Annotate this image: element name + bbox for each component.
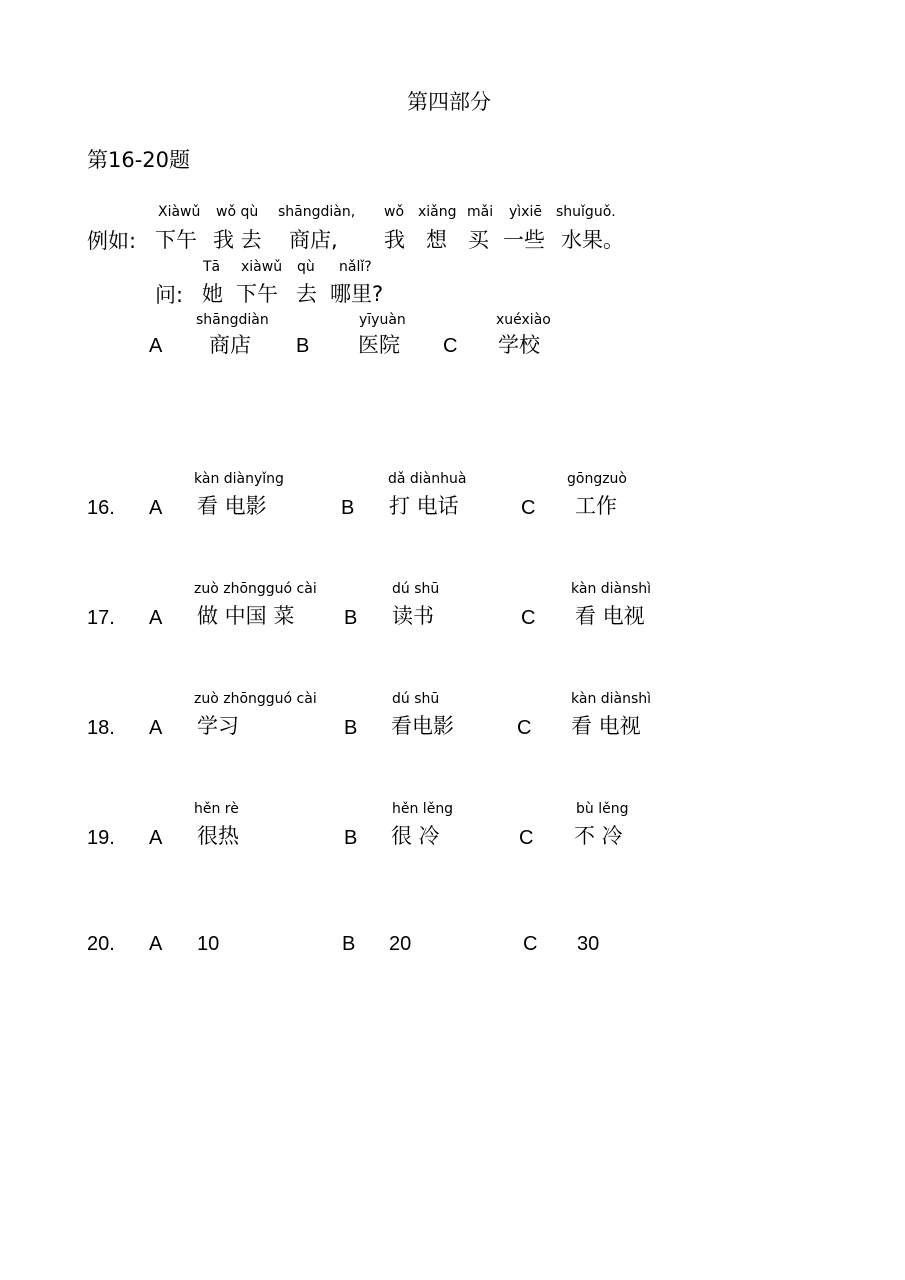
option-pinyin: hěn lěng [392,801,454,817]
option-text: 看 电视 [575,604,645,628]
example-pinyin: mǎi [467,204,494,220]
option-pinyin: kàn diànshì [571,691,652,707]
option-pinyin: bù lěng [576,801,629,817]
question-number: 16. [87,497,115,519]
option-text: 商店 [209,333,251,357]
example-question-label: 问: [155,283,184,307]
example-pinyin: Xiàwǔ [158,204,201,220]
option-pinyin: hěn rè [194,801,239,817]
option-text: 30 [577,933,600,955]
question-number: 19. [87,827,115,849]
option-text: 20 [389,933,412,955]
option-label: C [521,607,536,629]
option-label: C [517,717,532,739]
option-label: C [519,827,534,849]
example-question-word: 哪里? [330,282,384,306]
example-question-pinyin: nǎlǐ? [339,259,372,275]
example-word: 买 [468,228,489,252]
option-label: A [149,717,163,739]
example-question-pinyin: qù [297,259,315,275]
option-text: 学习 [197,714,239,738]
example-pinyin: shāngdiàn, [278,204,356,220]
option-label: A [149,933,163,955]
option-pinyin: zuò zhōngguó cài [194,691,317,707]
option-pinyin: yīyuàn [359,312,406,328]
example-word: 我 [384,228,405,252]
option-text: 很热 [197,824,239,848]
example-word: 我 去 [213,228,262,252]
example-question-pinyin: xiàwǔ [241,259,283,275]
option-label: A [149,827,163,849]
option-text: 工作 [575,494,617,518]
option-label: B [344,607,358,629]
option-label: B [344,717,358,739]
option-pinyin: dú shū [392,691,440,707]
option-text: 做 中国 菜 [197,604,295,628]
example-pinyin: shuǐguǒ. [556,204,616,220]
example-pinyin: yìxiē [509,204,542,220]
example-pinyin: wǒ [384,204,405,220]
option-pinyin: kàn diànshì [571,581,652,597]
example-word: 商店, [289,228,338,252]
option-text: 很 冷 [391,824,440,848]
option-label: B [296,335,310,357]
option-label: C [521,497,536,519]
option-pinyin: shāngdiàn [196,312,269,328]
section-title: 第四部分 [407,90,491,114]
option-pinyin: gōngzuò [567,471,627,487]
option-pinyin: kàn diànyǐng [194,471,284,487]
option-pinyin: dú shū [392,581,440,597]
question-range-heading: 第16-20题 [87,148,191,172]
example-word: 想 [426,228,447,252]
option-text: 看 电视 [571,714,641,738]
example-word: 下午 [155,228,197,252]
question-number: 17. [87,607,115,629]
option-label: B [341,497,355,519]
option-pinyin: zuò zhōngguó cài [194,581,317,597]
example-prefix: 例如: [87,229,137,253]
option-text: 看电影 [391,714,454,738]
example-question-word: 去 [296,282,317,306]
option-label: A [149,607,163,629]
option-text: 打 电话 [389,494,459,518]
example-pinyin: xiǎng [418,204,457,220]
option-label: A [149,497,163,519]
option-label: C [523,933,538,955]
option-text: 看 电影 [197,494,267,518]
example-question-pinyin: Tā [203,259,221,275]
question-number: 18. [87,717,115,739]
option-text: 10 [197,933,220,955]
question-number: 20. [87,933,115,955]
example-question-word: 下午 [236,282,278,306]
option-label: A [149,335,163,357]
option-text: 医院 [358,333,400,357]
option-pinyin: xuéxiào [496,312,551,328]
option-text: 不 冷 [574,824,623,848]
option-label: B [344,827,358,849]
option-text: 读书 [392,604,434,628]
option-label: B [342,933,356,955]
option-label: C [443,335,458,357]
example-word: 水果。 [561,228,624,252]
example-pinyin: wǒ qù [216,204,259,220]
option-pinyin: dǎ diànhuà [388,471,467,487]
example-question-word: 她 [202,282,223,306]
example-word: 一些 [503,228,545,252]
option-text: 学校 [498,333,540,357]
